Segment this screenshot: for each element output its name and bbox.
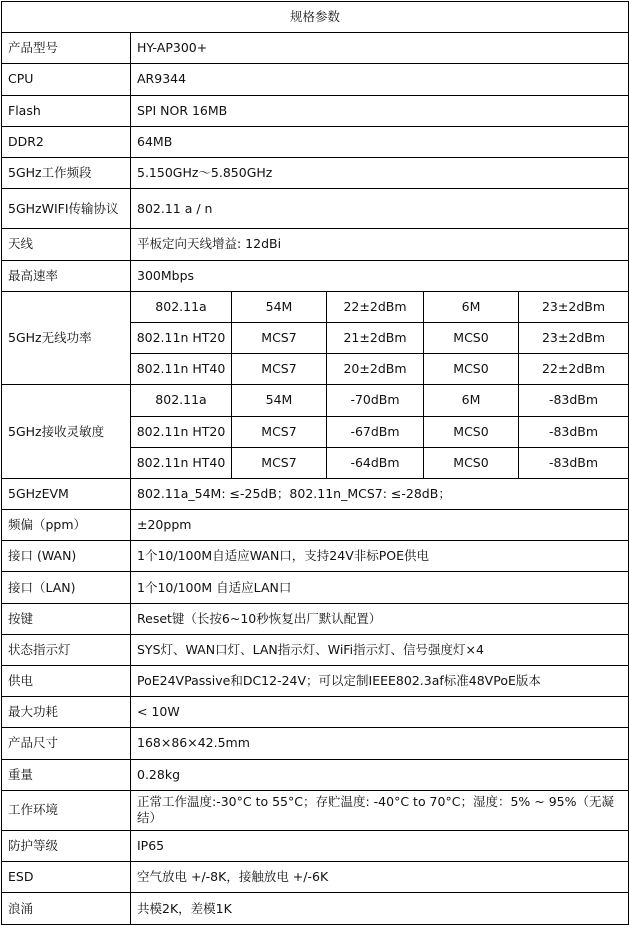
row-label: 浪涌 — [2, 893, 131, 925]
row-value: 300Mbps — [131, 260, 629, 291]
row-value: HY-AP300+ — [131, 33, 629, 64]
rx-cell: -70dBm — [327, 385, 424, 416]
row-label: 产品尺寸 — [2, 728, 131, 759]
tx-cell: 22±2dBm — [519, 354, 629, 385]
tx-cell: 802.11n HT20 — [131, 322, 232, 353]
row-value: 0.28kg — [131, 759, 629, 790]
title-row — [2, 2, 629, 33]
row-value: IP65 — [131, 831, 629, 862]
tx-power-label: 5GHz无线功率 — [2, 291, 131, 385]
row-value: SPI NOR 16MB — [131, 95, 629, 126]
row-label: 接口（LAN) — [2, 572, 131, 603]
row-button — [2, 603, 629, 634]
tx-cell: 802.11a — [131, 291, 232, 322]
rx-cell: 802.11n HT40 — [131, 447, 232, 478]
row-protocol — [2, 189, 629, 229]
row-label: 最大功耗 — [2, 697, 131, 728]
rx-cell: -67dBm — [327, 416, 424, 447]
rx-cell: MCS7 — [232, 447, 327, 478]
spec-table — [1, 1, 629, 925]
row-label: 重量 — [2, 759, 131, 790]
row-flash — [2, 95, 629, 126]
tx-cell: MCS7 — [232, 322, 327, 353]
row-max-power — [2, 697, 629, 728]
tx-cell: 23±2dBm — [519, 322, 629, 353]
row-max-rate — [2, 260, 629, 291]
tx-cell: 6M — [424, 291, 519, 322]
row-label: Flash — [2, 95, 131, 126]
row-value: 正常工作温度:-30°C to 55°C；存贮温度: -40°C to 70°C；湿度：5% ~ 95%（无凝结） — [131, 790, 629, 830]
rx-cell: 54M — [232, 385, 327, 416]
tx-power-row — [2, 291, 629, 322]
row-label: 接口 (WAN) — [2, 541, 131, 572]
rx-cell: MCS7 — [232, 416, 327, 447]
row-value: 平板定向天线增益: 12dBi — [131, 229, 629, 260]
row-label: 状态指示灯 — [2, 634, 131, 665]
row-label: 天线 — [2, 229, 131, 260]
tx-cell: 802.11n HT40 — [131, 354, 232, 385]
row-ddr2 — [2, 126, 629, 157]
row-value: 1个10/100M自适应WAN口，支持24V非标POE供电 — [131, 541, 629, 572]
rx-cell: MCS0 — [424, 416, 519, 447]
row-value: < 10W — [131, 697, 629, 728]
row-value: AR9344 — [131, 64, 629, 95]
row-value: 1个10/100M 自适应LAN口 — [131, 572, 629, 603]
tx-cell: 54M — [232, 291, 327, 322]
rx-cell: MCS0 — [424, 447, 519, 478]
rx-sensitivity-label: 5GHz接收灵敏度 — [2, 385, 131, 479]
tx-cell: MCS7 — [232, 354, 327, 385]
rx-cell: 6M — [424, 385, 519, 416]
row-value: ±20ppm — [131, 510, 629, 541]
rx-cell: 802.11a — [131, 385, 232, 416]
rx-sensitivity-row — [2, 385, 629, 416]
table-title: 规格参数 — [2, 2, 629, 33]
row-value: 共模2K，差模1K — [131, 893, 629, 925]
row-label: 5GHzEVM — [2, 478, 131, 509]
row-ip — [2, 831, 629, 862]
row-label: 工作环境 — [2, 790, 131, 830]
row-value: 64MB — [131, 126, 629, 157]
row-power — [2, 666, 629, 697]
row-label: ESD — [2, 862, 131, 893]
row-value: SYS灯、WAN口灯、LAN指示灯、WiFi指示灯、信号强度灯×4 — [131, 634, 629, 665]
row-value: 168×86×42.5mm — [131, 728, 629, 759]
tx-cell: 21±2dBm — [327, 322, 424, 353]
row-label: 最高速率 — [2, 260, 131, 291]
row-label: 按键 — [2, 603, 131, 634]
row-label: 防护等级 — [2, 831, 131, 862]
row-surge — [2, 893, 629, 925]
row-value: 5.150GHz～5.850GHz — [131, 157, 629, 188]
row-label: 5GHzWIFI传输协议 — [2, 189, 131, 229]
tx-cell: MCS0 — [424, 354, 519, 385]
tx-cell: 20±2dBm — [327, 354, 424, 385]
tx-cell: 23±2dBm — [519, 291, 629, 322]
row-evm — [2, 478, 629, 509]
row-model — [2, 33, 629, 64]
rx-cell: 802.11n HT20 — [131, 416, 232, 447]
row-size — [2, 728, 629, 759]
tx-cell: 22±2dBm — [327, 291, 424, 322]
rx-cell: -83dBm — [519, 447, 629, 478]
row-esd — [2, 862, 629, 893]
row-label: 供电 — [2, 666, 131, 697]
row-label: 5GHz工作频段 — [2, 157, 131, 188]
row-antenna — [2, 229, 629, 260]
row-label: CPU — [2, 64, 131, 95]
row-value: 802.11 a / n — [131, 189, 629, 229]
row-value: 802.11a_54M: ≤-25dB；802.11n_MCS7: ≤-28dB； — [131, 478, 629, 509]
tx-cell: MCS0 — [424, 322, 519, 353]
row-value: PoE24VPassive和DC12-24V；可以定制IEEE802.3af标准48VPoE版本 — [131, 666, 629, 697]
row-label: 产品型号 — [2, 33, 131, 64]
rx-cell: -83dBm — [519, 416, 629, 447]
row-leds — [2, 634, 629, 665]
row-lan — [2, 572, 629, 603]
row-value: 空气放电 +/-8K，接触放电 +/-6K — [131, 862, 629, 893]
row-band — [2, 157, 629, 188]
rx-cell: -83dBm — [519, 385, 629, 416]
row-value: Reset键（长按6~10秒恢复出厂默认配置） — [131, 603, 629, 634]
row-cpu — [2, 64, 629, 95]
row-label: DDR2 — [2, 126, 131, 157]
row-wan — [2, 541, 629, 572]
rx-cell: -64dBm — [327, 447, 424, 478]
row-label: 频偏（ppm） — [2, 510, 131, 541]
row-environment — [2, 790, 629, 830]
row-freq-offset — [2, 510, 629, 541]
row-weight — [2, 759, 629, 790]
